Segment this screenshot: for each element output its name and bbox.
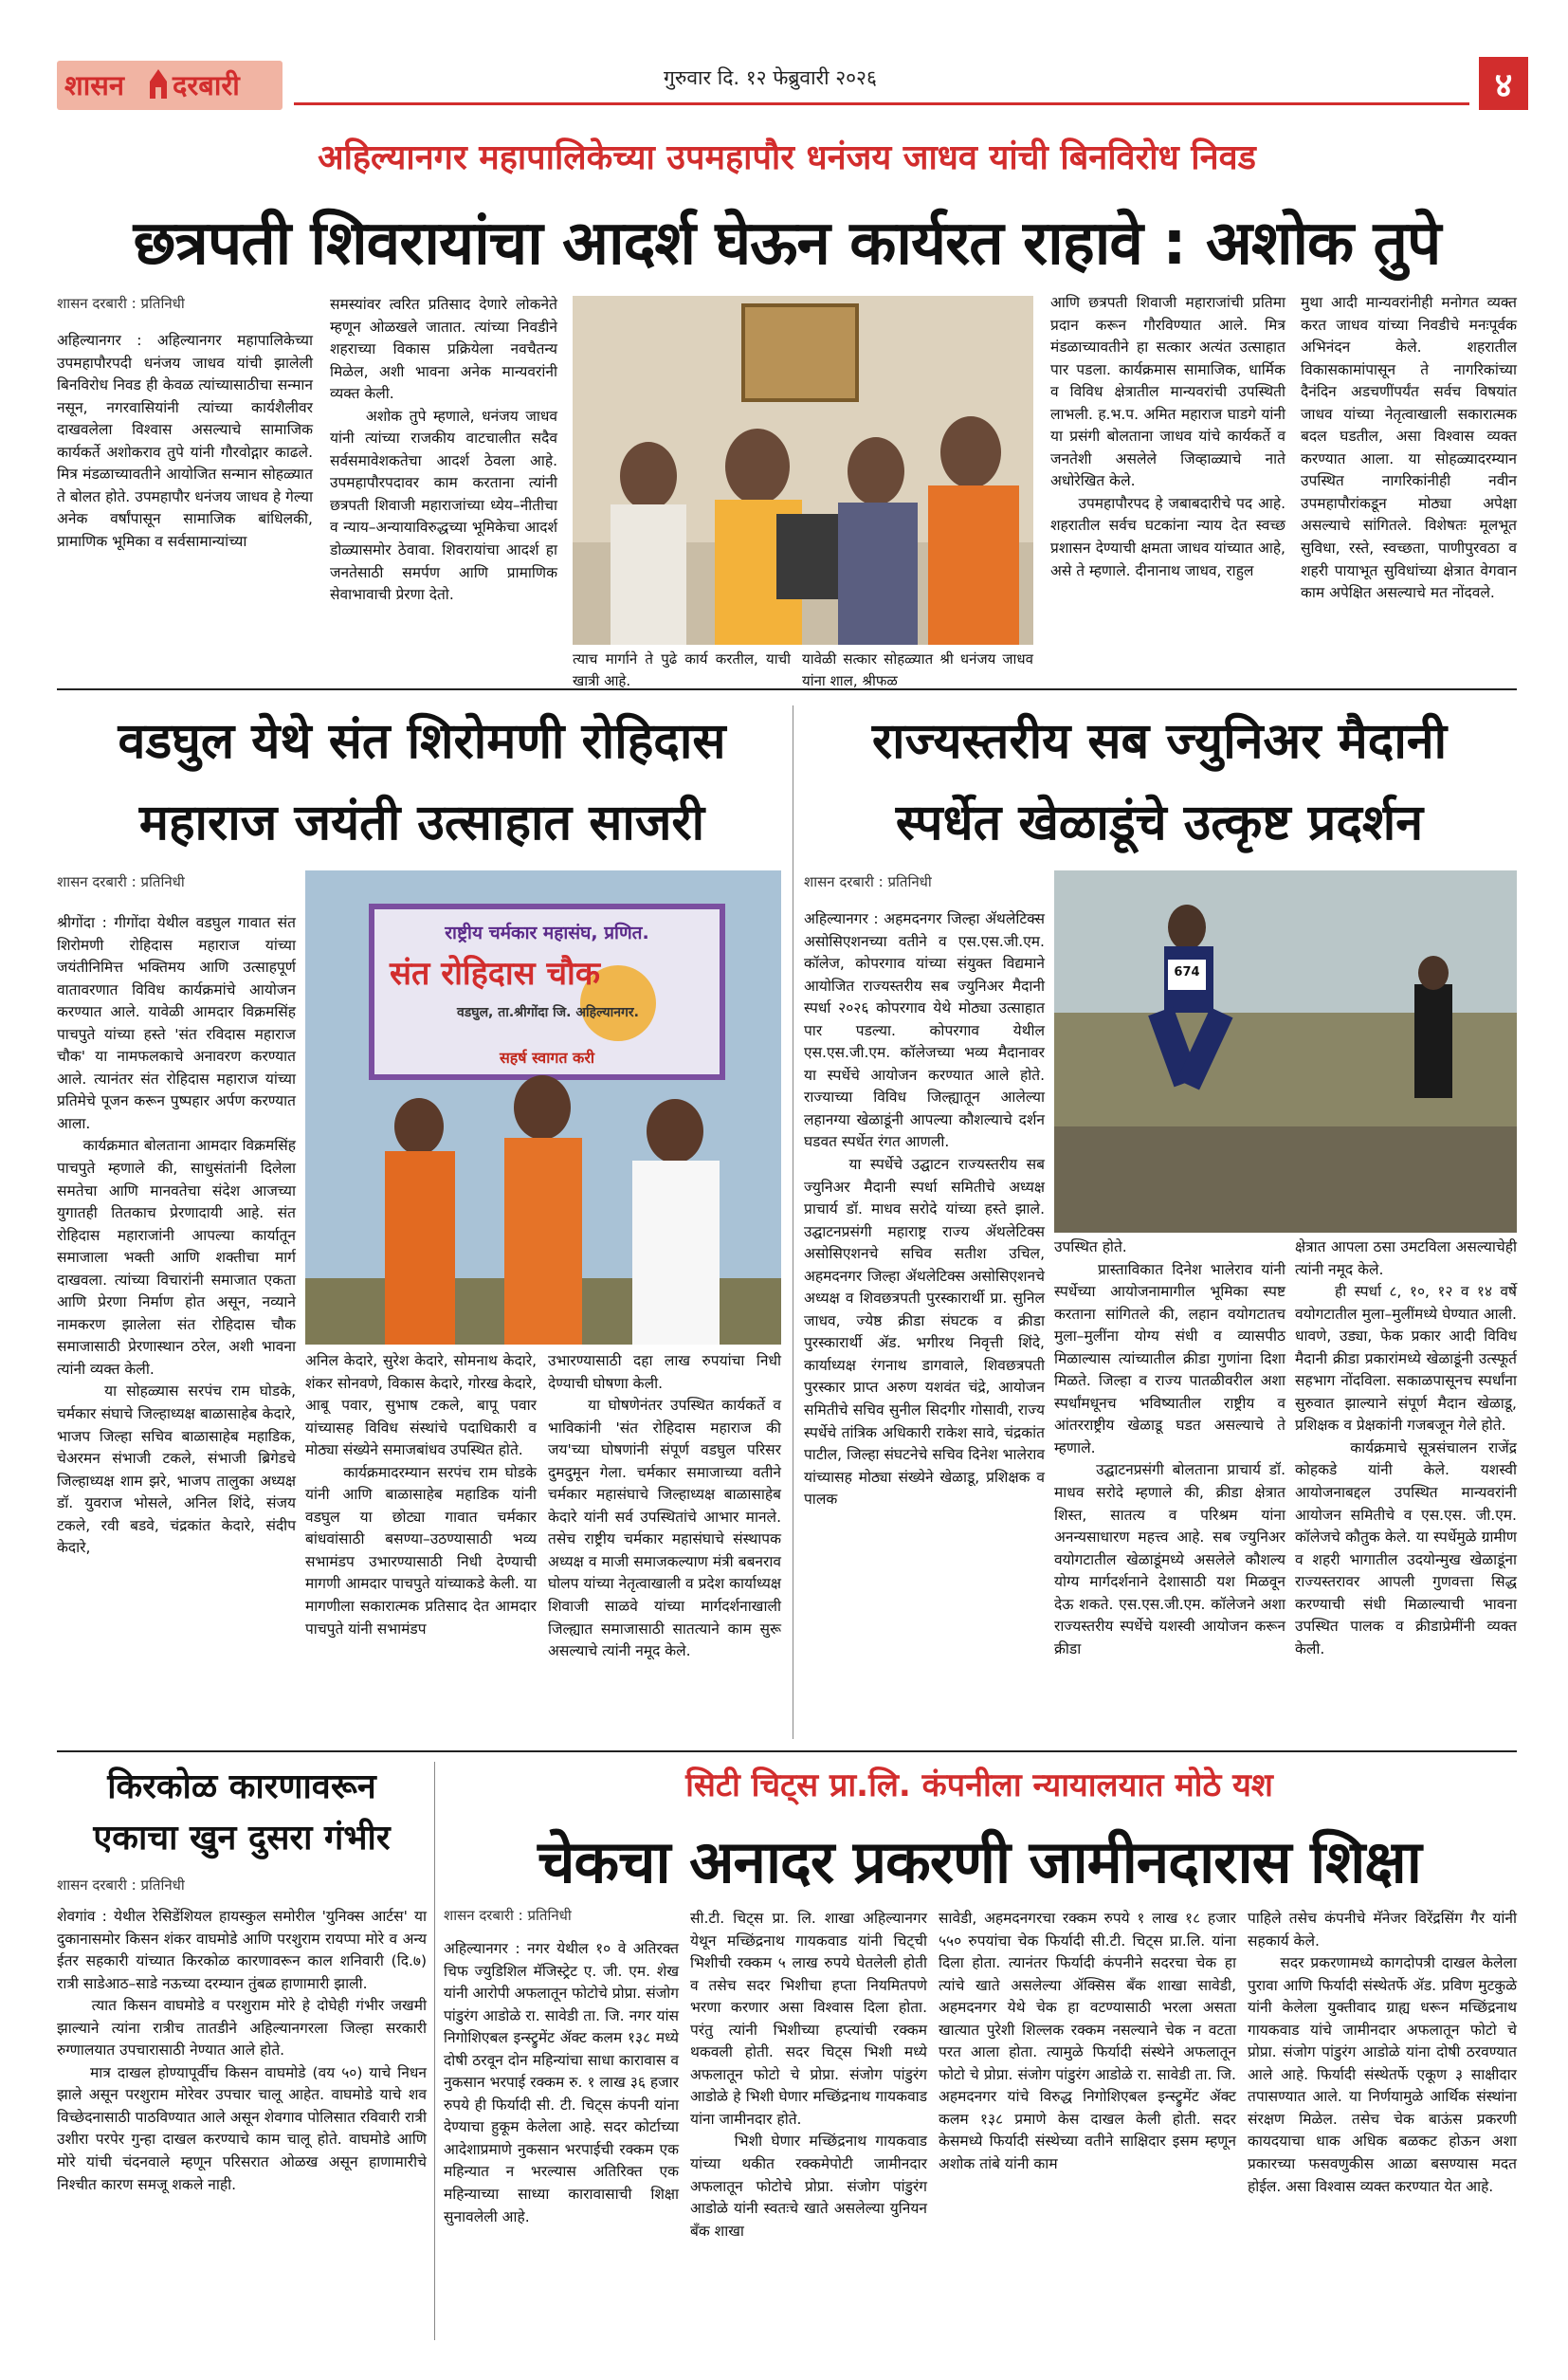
story2-col1: श्रीगोंदा : गीगोंदा येथील वडघुल गावात संत शिरोमणी रोहिदास महाराज यांच्या जयंतीनिमित्त भक्तिमय आणि उत्साहपूर्ण वातावरणात विविध कार्यक्रमांचे आयोजन करण्यात आले. यावेळी आमदार विक्रमसिंह पाचपुते यांच्या हस्ते 'संत रविदास महाराज चौक' या नामफलकाचे अनावरण करण्यात आले. त्यानंतर संत रोहिदास महाराज यांच्या प्रतिमेचे पूजन करून पुष्पहार अर्पण करण्यात आला. कार्यक्रमात बोलताना आमदार विक्रमसिंह पाचपुते म्हणाले की, साधुसंतांनी दिलेला समतेचा आणि मानवतेचा संदेश आजच्या युगातही तितकाच प्रेरणादायी आहे. संत रोहिदास महाराजांनी आपल्या कार्यातून समाजाला भक्ती आणि शक्तीचा मार्ग दाखवला. त्यांच्या विचारांनी समाजात एकता आणि प्रेरणा निर्माण होत असून, नव्याने नामकरण झालेला संत रोहिदास चौक समाजासाठी प्रेरणास्थान ठरेल, अशी भावना त्यांनी व्यक्त केली. या सोहळ्यास सरपंच राम घोडके, चर्मकार संघाचे जिल्हाध्यक्ष बाळासाहेब केदारे, भाजप जिल्हा सचिव बाळासाहेब महाडिक, चेअरमन संभाजी टकले, संभाजी ब्रिगेडचे जिल्हाध्यक्ष शाम झरे, भाजप तालुका अध्यक्ष डॉ. युवराज भोसले, अनिल शिंदे, संजय टकले, रवी बडवे, चंद्रकांत केदारे, संदीप केदारे, bbox=[57, 914, 296, 1557]
story5-col4: पाहिले तसेच कंपनीचे मॅनेजर विरेंद्रसिंग गैर यांनी सहकार्य केले. सदर प्रकरणामध्ये कागदोपत्री दाखल केलेला पुरावा आणि फिर्यादी संस्थेतर्फे ॲड. प्रविण मुटकुळे यांनी केलेला युक्तीवाद ग्राह्य धरून मच्छिंद्रनाथ गायकवाड यांचे जामीनदार अफलातून फोटो चे प्रोप्रा. संजोग पांडुरंग आडोळे यांना दोषी ठरवण्यात आले आहे. फिर्यादी संस्थेतर्फे एकूण ३ साक्षीदार तपासण्यात आले. या निर्णयामुळे आर्थिक संस्थांना संरक्षण मिळेल. तसेच चेक बाऊंस प्रकरणी कायदयाचा धाक अधिक बळकट होऊन अशा प्रकारच्या फसवणुकीस आळा बसण्यास मदत होईल. असा विश्वास व्यक्त करण्यात येत आहे. bbox=[1248, 1910, 1518, 2195]
story4-headline-line1: किरकोळ कारणावरून bbox=[107, 1767, 376, 1806]
athlete-bib: 674 bbox=[1174, 965, 1200, 979]
story3-byline: शासन दरबारी : प्रतिनिधी bbox=[804, 873, 932, 890]
logo-word-right: दरबारी bbox=[173, 69, 240, 101]
story2-col2: अनिल केदारे, सुरेश केदारे, सोमनाथ केदारे, शंकर सोनवणे, विकास केदारे, गोरख केदारे, आबू पवार, सुभाष टकले, बापू पवार यांच्यासह विविध संस्थांचे पदाधिकारी व मोठ्या संख्येने समाजबांधव उपस्थित होते. कार्यक्रमादरम्यान सरपंच राम घोडके यांनी आणि बाळासाहेब महाडिक यांनी वडघुल या छोट्या गावात चर्मकार बांधवांसाठी बसण्या–उठण्यासाठी भव्य सभामंडप उभारण्यासाठी निधी देण्याची मागणी आमदार पाचपुते यांच्याकडे केली. या मागणीला सकारात्मक प्रतिसाद देत आमदार पाचपुते यांनी सभामंडप bbox=[305, 1352, 537, 1638]
banner-org-text: राष्ट्रीय चर्मकार महासंघ, प्रणित. bbox=[445, 923, 649, 943]
banner-place-text: वडघुल, ता.श्रीगोंदा जि. अहिल्यानगर. bbox=[457, 1005, 639, 1020]
issue-date: गुरुवार दि. १२ फेब्रुवारी २०२६ bbox=[664, 66, 877, 89]
story3-headline-line1: राज्यस्तरीय सब ज्युनिअर मैदानी bbox=[871, 713, 1448, 770]
story3-col2: उपस्थित होते. प्रास्ताविकात दिनेश भालेराव यांनी स्पर्धेच्या आयोजनामागील भूमिका स्पष्ट करताना सांगितले की, लहान वयोगटातच मुला–मुलींना योग्य संधी व व्यासपीठ मिळाल्यास त्यांच्यातील क्रीडा गुणांना दिशा मिळते. जिल्हा व राज्य पातळीवरील अशा स्पर्धांमधूनच भविष्यातील राष्ट्रीय व आंतरराष्ट्रीय खेळाडू घडत असल्याचे ते म्हणाले. उद्घाटनप्रसंगी बोलताना प्राचार्य डॉ. माधव सरोदे म्हणाले की, क्रीडा क्षेत्रात शिस्त, सातत्य व परिश्रम यांना अनन्यसाधारण महत्त्व आहे. सब ज्युनिअर वयोगटातील खेळाडूंमध्ये असलेले कौशल्य योग्य मार्गदर्शनाने देशासाठी यश मिळवून देऊ शकते. एस.एस.जी.एम. कॉलेजने अशा राज्यस्तरीय स्पर्धेचे यशस्वी आयोजन करून क्रीडा bbox=[1054, 1238, 1285, 1657]
story1-col1: अहिल्यानगर : अहिल्यानगर महापालिकेच्या उपमहापौरपदी धनंजय जाधव यांची झालेली बिनविरोध निवड ही केवळ त्यांच्यासाठीचा सन्मान नसून, नगरवासियांनी त्यांच्या कार्यशैलीवर दाखवलेला विश्वास असल्याचे सामाजिक कार्यकर्ते अशोकराव तुपे यांनी गौरवोद्गार काढले. मित्र मंडळाच्यावतीने आयोजित सन्मान सोहळ्यात ते बोलत होते. उपमहापौर धनंजय जाधव हे गेल्या अनेक वर्षांपासून सामाजिक बांधिलकी, प्रामाणिक भूमिका व सर्वसामान्यांच्या bbox=[57, 332, 318, 550]
banner-title-text: संत रोहिदास चौक bbox=[390, 955, 600, 993]
shrine-icon bbox=[148, 68, 169, 101]
story2-headline-line2: महाराज जयंती उत्साहात साजरी bbox=[138, 795, 705, 851]
story1-col3: आणि छत्रपती शिवाजी महाराजांची प्रतिमा प्रदान करून गौरविण्यात आले. मित्र मंडळाच्यावतीने हा सत्कार अत्यंत उत्साहात पार पडला. कार्यक्रमास सामाजिक, धार्मिक व विविध क्षेत्रातील मान्यवरांची उपस्थिती लाभली. ह.भ.प. अमित महाराज घाडगे यांनी या प्रसंगी बोलताना जाधव यांचे कार्यकर्ते व जनतेशी असलेले जिव्हाळ्याचे नाते अधोरेखित केले. उपमहापौरपद हे जबाबदारीचे पद आहे. शहरातील सर्वच घटकांना न्याय देत स्वच्छ प्रशासन देण्याची क्षमता जाधव यांच्यात आहे, असे ते म्हणाले. दीनानाथ जाधव, राहुल bbox=[1050, 294, 1285, 579]
story5-col1: अहिल्यानगर : नगर येथील १० वे अतिरक्त चिफ ज्युडिशिल मॅजिस्ट्रेट ए. जी. एम. शेख यांनी आरोपी अफलातून फोटोचे प्रोप्रा. संजोग पांडुरंग आडोळे रा. सावेडी ता. जि. नगर यांस निगोशिएबल इन्स्ट्रुमेंट ॲक्ट कलम १३८ मध्ये दोषी ठरवून दोन महिन्यांचा साधा कारावास व नुकसान भरपाई रक्कम रु. १ लाख ३६ हजार रुपये ही फिर्यादी सी. टी. चिट्स कंपनी यांना देण्याचा हुकूम केलेला आहे. सदर कोर्टाच्या आदेशाप्रमाणे नुकसान भरपाईची रक्कम एक महिन्यात न भरल्यास अतिरिक्त एक महिन्याच्या साध्या कारावासाची शिक्षा सुनावलेली आहे. bbox=[444, 1940, 684, 2225]
divider-1 bbox=[57, 688, 1517, 690]
story5-col3: सावेडी, अहमदनगरचा रक्कम रुपये १ लाख १८ हजार ५५० रुपयांचा चेक फिर्यादी सी.टी. चिट्स प्रा.लि. यांना दिला होता. त्यानंतर फिर्यादी कंपनीने सदरचा चेक हा त्यांचे खाते असलेल्या ॲक्सिस बँक शाखा सावेडी, अहमदनगर येथे चेक हा वटण्यासाठी भरला असता खात्यात पुरेशी शिल्लक रक्कम नसल्याने चेक न वटता परत आला होता. त्यामुळे फिर्यादी संस्थेने अफलातून फोटो चे प्रोप्रा. संजोग पांडुरंग आडोळे रा. सावेडी ता. जि. अहमदनगर यांचे विरुद्ध निगोशिएबल इन्स्ट्रुमेंट ॲक्ट कलम १३८ प्रमाणे केस दाखल केली होती. सदर केसमध्ये फिर्यादी संस्थेच्या वतीने साक्षिदार इसम म्हणून अशोक तांबे यांनी काम bbox=[939, 1910, 1241, 2173]
story3-headline-line2: स्पर्धेत खेळाडूंचे उत्कृष्ट प्रदर्शन bbox=[895, 795, 1424, 851]
story4-headline-line2: एकाचा खुन दुसरा गंभीर bbox=[93, 1819, 391, 1858]
masthead-rule bbox=[294, 102, 1469, 105]
story2-byline: शासन दरबारी : प्रतिनिधी bbox=[57, 873, 185, 890]
masthead-logo bbox=[57, 61, 283, 110]
story5-col2: सी.टी. चिट्स प्रा. लि. शाखा अहिल्यानगर येथून मच्छिंद्रनाथ गायकवाड यांनी चिट्ची भिशीची रक्कम ५ लाख रुपये घेतलेली होती व तसेच सदर भिशीचा हप्ता नियमितपणे भरणा करणार असा विश्वास दिला होता. परंतु त्यांनी भिशीच्या हप्त्यांची रक्कम थकवली होती. सदर चिट्स भिशी मध्ये अफलातून फोटो चे प्रोप्रा. संजोग पांडुरंग आडोळे हे भिशी घेणार मच्छिंद्रनाथ गायकवाड यांना जामीनदार होते. भिशी घेणार मच्छिंद्रनाथ गायकवाड यांच्या थकीत रक्कमेपोटी जामीनदार अफलातून फोटोचे प्रोप्रा. संजोग पांडुरंग आडोळे यांनी स्वतःचे खाते असलेल्या युनियन बँक शाखा bbox=[690, 1910, 927, 2240]
page-number: ४ bbox=[1494, 66, 1513, 105]
logo-word-left: शासन bbox=[64, 69, 124, 101]
story1-col2-tail: त्याच मार्गाने ते पुढे कार्य करतील, याची खात्री आहे. bbox=[573, 650, 791, 689]
story3-col1: अहिल्यानगर : अहमदनगर जिल्हा ॲथलेटिक्स असोसिएशनच्या वतीने व एस.एस.जी.एम. कॉलेज, कोपरगाव यांच्या संयुक्त विद्यमाने आयोजित राज्यस्तरीय सब ज्युनिअर मैदानी स्पर्धा २०२६ कोपरगाव येथे मोठ्या उत्साहात पार पडल्या. कोपरगाव येथील एस.एस.जी.एम. कॉलेजच्या भव्य मैदानावर या स्पर्धेचे आयोजन करण्यात आले होते. राज्याच्या विविध जिल्ह्यातून आलेल्या लहानग्या खेळाडूंनी आपल्या कौशल्याचे दर्शन घडवत स्पर्धेत रंगत आणली. या स्पर्धेचे उद्घाटन राज्यस्तरीय सब ज्युनिअर मैदानी स्पर्धा समितीचे अध्यक्ष प्राचार्य डॉ. माधव सरोदे यांच्या हस्ते झाले. उद्घाटनप्रसंगी महाराष्ट्र राज्य ॲथलेटिक्स असोसिएशनचे सचिव सतीश उचिल, अहमदनगर जिल्हा ॲथलेटिक्स असोसिएशनचे अध्यक्ष व शिवछत्रपती पुरस्कारार्थी प्रा. सुनिल जाधव, ज्येष्ठ क्रीडा संघटक व क्रीडा पुरस्कारार्थी ॲड. भगीरथ निवृत्ती शिंदे, कार्याध्यक्ष रंगनाथ डागवाले, शिवछत्रपती पुरस्कार प्राप्त अरुण यशवंत चंद्रे, आयोजन समितीचे सचिव सुनील सिदगीर गोसावी, राज्य स्पर्धेचे तांत्रिक अधिकारी राकेश सावे, चंद्रकांत पाटील, जिल्हा संघटनेचे सचिव दिनेश भालेराव यांच्यासह मोठ्या संख्येने खेळाडू, प्रशिक्षक व पालक bbox=[804, 910, 1045, 1509]
story1-byline: शासन दरबारी : प्रतिनिधी bbox=[57, 295, 185, 312]
story1-kicker: अहिल्यानगर महापालिकेच्या उपमहापौर धनंजय जाधव यांची बिनविरोध निवड bbox=[318, 138, 1256, 177]
story3-col3: क्षेत्रात आपला ठसा उमटविला असल्याचेही त्यांनी नमूद केले. ही स्पर्धा ८, १०, १२ व १४ वर्षे वयोगटातील मुला–मुलींमध्ये घेण्यात आली. धावणे, उड्या, फेक प्रकार आदी विविध मैदानी क्रीडा प्रकारांमध्ये खेळाडूंनी उत्स्फूर्त सहभाग नोंदविला. सकाळपासूनच स्पर्धांना सुरुवात झाल्याने संपूर्ण मैदान खेळाडू, प्रशिक्षक व प्रेक्षकांनी गजबजून गेले होते. कार्यक्रमाचे सूत्रसंचालन राजेंद्र कोहकडे यांनी केले. यशस्वी आयोजनाबद्दल उपस्थित मान्यवरांनी आयोजन समितीचे व एस.एस. जी.एम. कॉलेजचे कौतुक केले. या स्पर्धेमुळे ग्रामीण व शहरी भागातील उदयोन्मुख खेळाडूंना राज्यस्तरावर आपली गुणवत्ता सिद्ध करण्याची संधी मिळाल्याची भावना उपस्थित पालक व क्रीडाप्रेमींनी व्यक्त केली. bbox=[1295, 1238, 1518, 1657]
story1-col2: समस्यांवर त्वरित प्रतिसाद देणारे लोकनेते म्हणून ओळखले जातात. त्यांच्या निवडीने शहराच्या विकास प्रक्रियेला नवचैतन्य मिळेल, अशी भावना अनेक मान्यवरांनी व्यक्त केली. अशोक तुपे म्हणाले, धनंजय जाधव यांनी त्यांच्या राजकीय वाटचालीत सदैव सर्वसमावेशकतेचा आदर्श ठेवला आहे. उपमहापौरपदावर काम करताना त्यांनी छत्रपती शिवाजी महाराजांच्या ध्येय–नीतीचा व न्याय–अन्यायाविरुद्धच्या भूमिकेचा आदर्श डोळ्यासमोर ठेवावा. शिवरायांचा आदर्श हा जनतेसाठी समर्पण आणि प्रामाणिक सेवाभावाची प्रेरणा देतो. bbox=[330, 296, 557, 604]
story1-photo bbox=[573, 296, 1033, 645]
story2-photo bbox=[305, 870, 781, 1345]
story4-body: शेवगांव : येथील रेसिडेंशियल हायस्कुल समोरील 'युनिक्स आर्टस' या दुकानासमोर किसन शंकर वाघमोडे आणि परशुराम रायप्पा मोरे व अन्य ईतर सहकारी यांच्यात किरकोळ कारणावरून काल शनिवारी (दि.७) रात्री साडेआठ–साडे नऊच्या दरम्यान तुंबळ हाणामारी झाली. त्यात किसन वाघमोडे व परशुराम मोरे हे दोघेही गंभीर जखमी झाल्याने त्यांना रात्रीच तातडीने अहिल्यानगरला जिल्हा सरकारी रुग्णालयात उपचारासाठी नेण्यात आले होते. मात्र दाखल होण्यापूर्वीच किसन वाघमोडे (वय ५०) याचे निधन झाले असून परशुराम मोरेवर उपचार चालू आहेत. वाघमोडे याचे शव विच्छेदनासाठी पाठविण्यात आले असून शेवगाव पोलिसात रविवारी रात्री उशीरा परपेर गुन्हा दाखल करण्याचे काम चालू होते. वाघमोडे आणि मोरे यांची चंदनवाले म्हणून परिसरात ओळख असून हाणामारीचे निश्चीत कारण समजू शकले नाही. bbox=[57, 1908, 427, 2193]
story1-headline: छत्रपती शिवरायांचा आदर्श घेऊन कार्यरत राहावे : अशोक तुपे bbox=[133, 209, 1441, 279]
athlete-jump-illustration bbox=[1054, 870, 1517, 1233]
story5-kicker: सिटी चिट्स प्रा.लि. कंपनीला न्यायालयात मोठे यश bbox=[685, 1767, 1273, 1804]
story5-byline: शासन दरबारी : प्रतिनिधी bbox=[444, 1907, 572, 1924]
story5-headline: चेकचा अनादर प्रकरणी जामीनदारास शिक्षा bbox=[538, 1827, 1421, 1896]
felicitation-illustration bbox=[573, 296, 1033, 645]
story2-headline-line1: वडघुल येथे संत शिरोमणी रोहिदास bbox=[118, 713, 726, 770]
story3-photo bbox=[1054, 870, 1517, 1233]
story1-col4: मुथा आदी मान्यवरांनीही मनोगत व्यक्त करत जाधव यांच्या निवडीचे मनःपूर्वक अभिनंदन केले. शहरातील विकासकामांपासून ते नागरिकांच्या दैनंदिन अडचणींपर्यंत सर्वच विषयांत जाधव यांच्या नेतृत्वाखाली सकारात्मक बदल घडतील, असा विश्वास व्यक्त करण्यात आला. या सोहळ्यादरम्यान उपस्थित नागरिकांनीही नवीन उपमहापौरांकडून मोठ्या अपेक्षा असल्याचे सांगितले. विशेषतः मूलभूत सुविधा, रस्ते, स्वच्छता, पाणीपुरवठा व शहरी पायाभूत सुविधांच्या क्षेत्रात वेगवान काम अपेक्षित असल्याचे मत नोंदवले. bbox=[1301, 294, 1522, 602]
story1-photo-caption: यावेळी सत्कार सोहळ्यात श्री धनंजय जाधव यांना शाल, श्रीफळ bbox=[802, 650, 1033, 689]
story2-col3: उभारण्यासाठी दहा लाख रुपयांचा निधी देण्याची घोषणा केली. या घोषणेनंतर उपस्थित कार्यकर्ते व भाविकांनी 'संत रोहिदास महाराज की जय'च्या घोषणांनी संपूर्ण वडघुल परिसर दुमदुमून गेला. चर्मकार समाजाच्या वतीने चर्मकार महासंघाचे जिल्हाध्यक्ष बाळासाहेब केदारे यांनी सर्व उपस्थितांचे आभार मानले. तसेच राष्ट्रीय चर्मकार महासंघाचे संस्थापक अध्यक्ष व माजी समाजकल्याण मंत्री बबनराव घोलप यांच्या नेतृत्वाखाली व प्रदेश कार्याध्यक्ष शिवाजी साळवे यांच्या मार्गदर्शनाखाली जिल्ह्यात समाजासाठी सातत्याने काम सुरू असल्याचे त्यांनी नमूद केले. bbox=[548, 1352, 782, 1660]
masthead bbox=[57, 57, 1517, 116]
banner-welcome-text: सहर्ष स्वागत करी bbox=[499, 1049, 595, 1067]
page-number-box bbox=[1479, 57, 1528, 110]
divider-vertical-2 bbox=[434, 1762, 435, 2340]
divider-2 bbox=[57, 1750, 1517, 1752]
story4-byline: शासन दरबारी : प्रतिनिधी bbox=[57, 1877, 185, 1894]
